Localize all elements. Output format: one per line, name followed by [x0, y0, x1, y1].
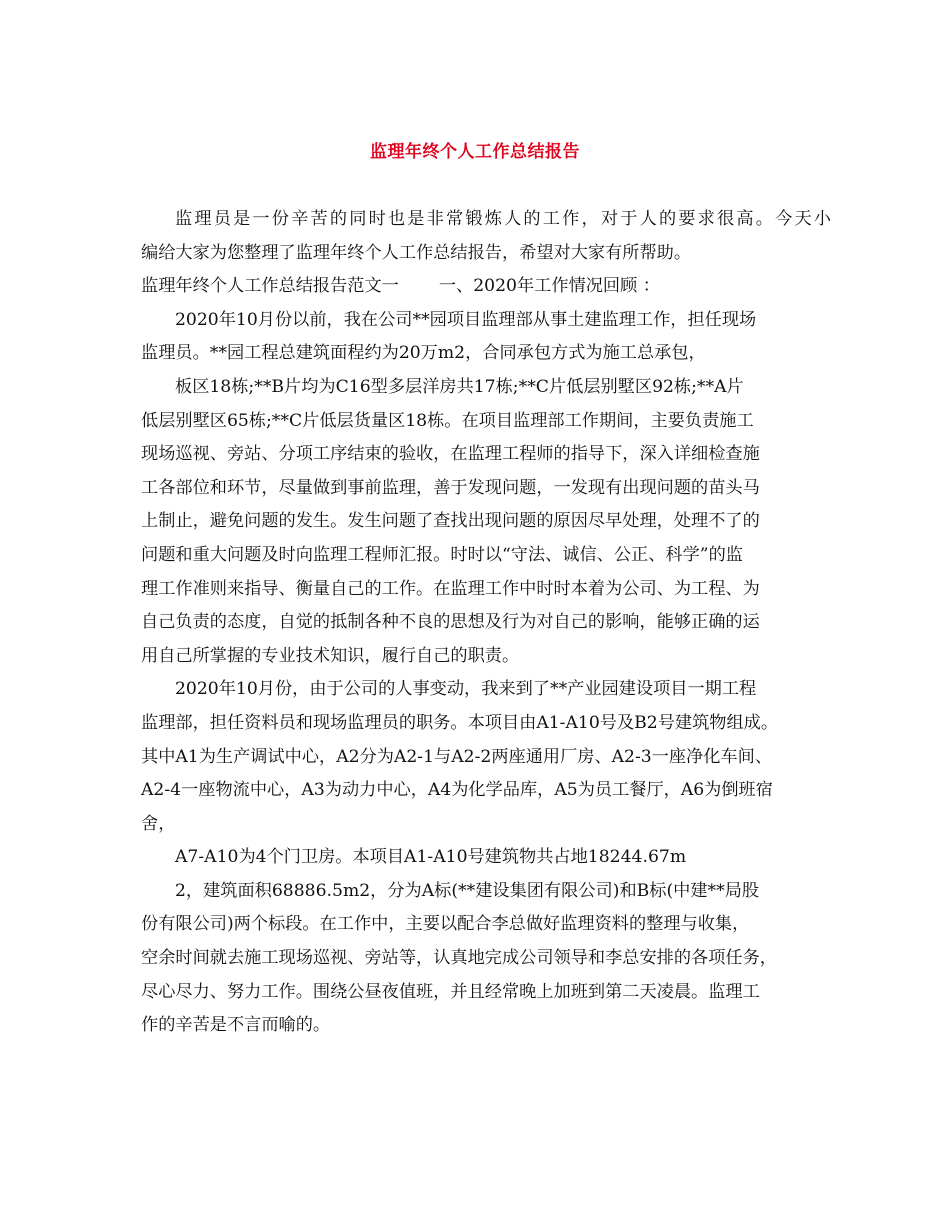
section-heading-line	[141, 270, 831, 304]
paragraph-line: 上制止，避免问题的发生。发生问题了查找出现问题的原因尽早处理，处理不了的	[141, 511, 760, 532]
paragraph-line: 低层别墅区65栋;**C片低层货量区18栋。在项目监理部工作期间，主要负责施工	[141, 410, 754, 431]
paragraph-line: 其中A1为生产调试中心，A2分为A2-1与A2-2两座通用厂房、A2-3一座净化车间、	[141, 746, 773, 767]
paragraph-line: 工各部位和环节，尽量做到事前监理，善于发现问题，一发现有出现问题的苗头马	[141, 477, 760, 498]
section-heading: 监理年终个人工作总结报告范文一	[141, 276, 399, 297]
paragraph-line: 编给大家为您整理了监理年终个人工作总结报告，希望对大家有所帮助。	[141, 242, 692, 263]
paragraph-line: 2020年10月份，由于公司的人事变动，我来到了**产业园建设项目一期工程	[175, 679, 757, 700]
paragraph-line: 作的辛苦是不言而喻的。	[141, 1015, 331, 1036]
paragraph-line: 2，建筑面积68886.5m2，分为A标(**建设集团有限公司)和B标(中建**局股	[175, 880, 760, 901]
paragraph-line: A2-4一座物流中心，A3为动力中心，A4为化学品库，A5为员工餐厅，A6为倒班宿	[141, 780, 773, 801]
paragraph-line: 问题和重大问题及时向监理工程师汇报。时时以“守法、诚信、公正、科学”的监	[141, 544, 743, 565]
paragraph-line: 自己负责的态度，自觉的抵制各种不良的思想及行为对自己的影响，能够正确的运	[141, 612, 760, 633]
paragraph-line: 监理员是一份辛苦的同时也是非常锻炼人的工作，对于人的要求很高。今天小	[175, 209, 831, 229]
paragraph-line: 2020年10月份以前，我在公司**园项目监理部从事土建监理工作，担任现场	[175, 309, 757, 330]
subsection-heading: 一、2020年工作情况回顾 ：	[438, 276, 660, 297]
document-body	[141, 203, 831, 1043]
paragraph-line: 现场巡视、旁站、分项工序结束的验收，在监理工程师的指导下，深入详细检查施	[141, 444, 760, 465]
paragraph-line: 监理员。**园工程总建筑面程约为20万m2，合同承包方式为施工总承包，	[141, 343, 706, 364]
paragraph-line: 空余时间就去施工现场巡视、旁站等，认真地完成公司领导和李总安排的各项任务，	[141, 948, 777, 969]
paragraph-line: 板区18栋;**B片均为C16型多层洋房共17栋;**C片低层别墅区92栋;**A片	[175, 376, 744, 397]
paragraph-line: A7-A10为4个门卫房。本项目A1-A10号建筑物共占地18244.67m	[175, 847, 687, 868]
document-title: 监理年终个人工作总结报告	[370, 142, 580, 162]
paragraph-line: 监理部，担任资料员和现场监理员的职务。本项目由A1-A10号及B2号建筑物组成。	[141, 712, 779, 733]
paragraph-line: 份有限公司)两个标段。在工作中，主要以配合李总做好监理资料的整理与收集，	[141, 914, 750, 935]
paragraph-line: 舍，	[141, 813, 176, 834]
paragraph-line: 理工作准则来指导、衡量自己的工作。在监理工作中时时本着为公司、为工程、为	[141, 578, 760, 599]
paragraph-line: 用自己所掌握的专业技术知识，履行自己的职责。	[141, 645, 520, 666]
paragraph-line: 尽心尽力、努力工作。围绕公昼夜值班，并且经常晚上加班到第二天凌晨。监理工	[141, 981, 760, 1002]
